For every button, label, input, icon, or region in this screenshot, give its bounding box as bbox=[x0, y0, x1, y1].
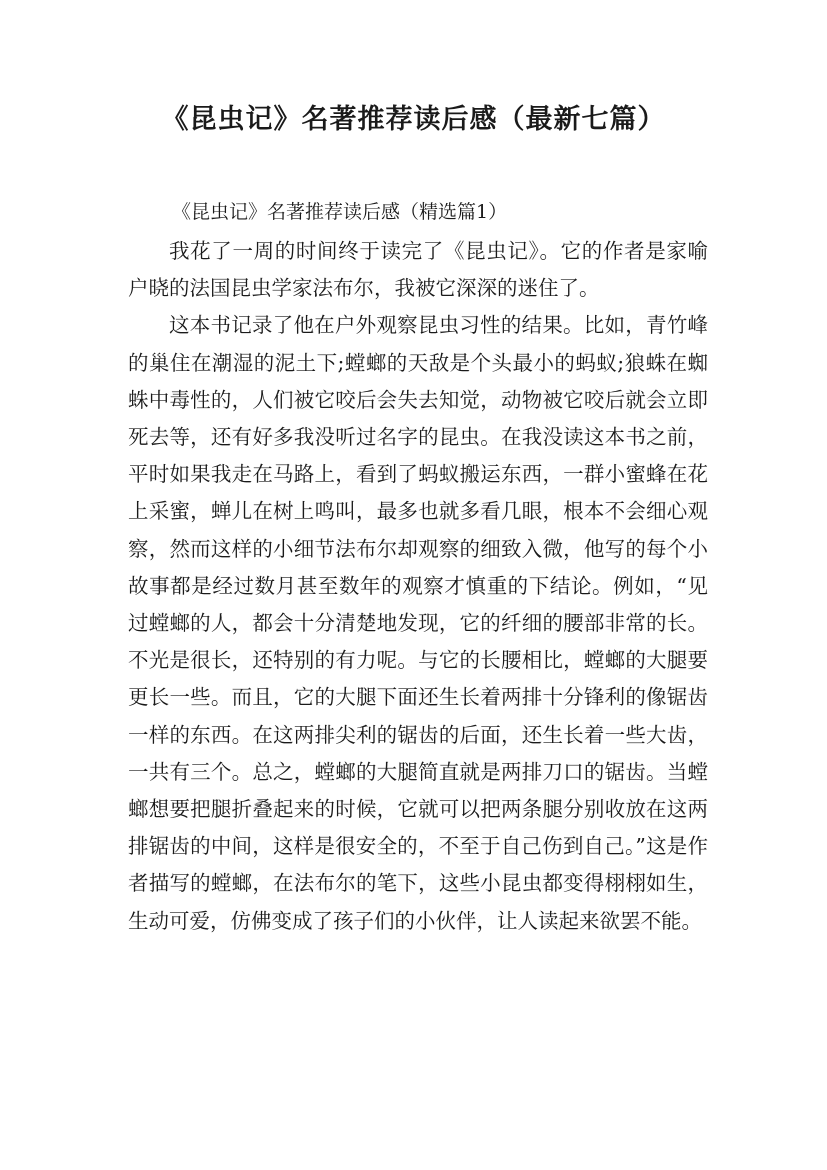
document-body bbox=[128, 233, 708, 940]
section-heading: 《昆虫记》名著推荐读后感（精选篇1） bbox=[172, 201, 508, 223]
body-paragraph: 这本书记录了他在户外观察昆虫习性的结果。比如，青竹峰的巢住在潮湿的泥土下;螳螂的天敌是个头最小的蚂蚁;狼蛛在蜘蛛中毒性的，人们被它咬后会失去知觉，动物被它咬后就会立即死去等，还有好多我没听过名字的昆虫。在我没读这本书之前，平时如果我走在马路上，看到了蚂蚁搬运东西，一群小蜜蜂在花上采蜜，蝉儿在树上鸣叫，最多也就多看几眼，根本不会细心观察，然而这样的小细节法布尔却观察的细致入微，他写的每个小故事都是经过数月甚至数年的观察才慎重的下结论。例如，“见过螳螂的人，都会十分清楚地发现，它的纤细的腰部非常的长。不光是很长，还特别的有力呢。与它的长腰相比，螳螂的大腿要更长一些。而且，它的大腿下面还生长着两排十分锋利的像锯齿一样的东西。在这两排尖利的锯齿的后面，还生长着一些大齿，一共有三个。总之，螳螂的大腿简直就是两排刀口的锯齿。当螳螂想要把腿折叠起来的时候，它就可以把两条腿分别收放在这两排锯齿的中间，这样是很安全的，不至于自己伤到自己。”这是作者描写的螳螂，在法布尔的笔下，这些小昆虫都变得栩栩如生，生动可爱，仿佛变成了孩子们的小伙伴，让人读起来欲罢不能。 bbox=[128, 313, 708, 933]
document-title: 《昆虫记》名著推荐读后感（最新七篇） bbox=[161, 104, 666, 135]
body-paragraph: 我花了一周的时间终于读完了《昆虫记》。它的作者是家喻户晓的法国昆虫学家法布尔，我被它深深的迷住了。 bbox=[128, 239, 708, 301]
